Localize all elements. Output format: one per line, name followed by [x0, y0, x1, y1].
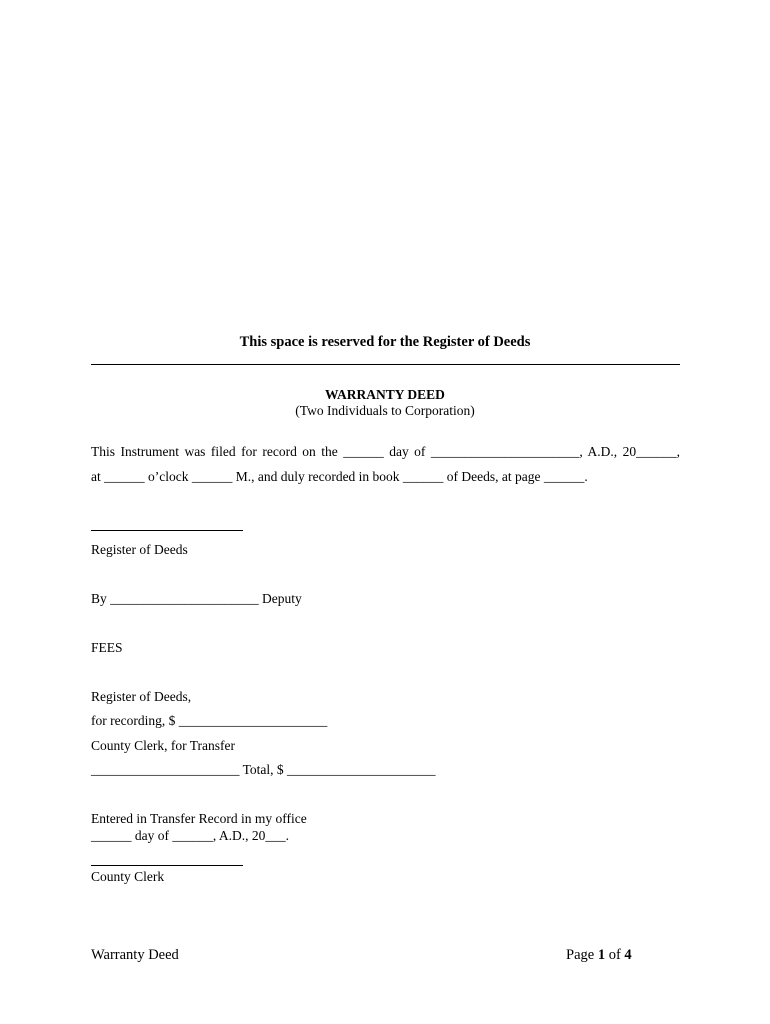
reserved-space-heading: This space is reserved for the Register of Deeds: [239, 334, 531, 350]
fees-recording-line: for recording, $ ______________________: [91, 713, 328, 728]
county-clerk-signature-line: [91, 865, 243, 866]
transfer-record-line-2: ______ day of ______, A.D., 20___.: [91, 828, 289, 843]
deputy-blank: ______________________: [110, 591, 259, 606]
page-indicator: [566, 948, 632, 963]
deputy-line: [91, 592, 302, 606]
deputy-label: Deputy: [262, 591, 302, 606]
reserved-space-divider: [91, 364, 680, 365]
county-clerk-label: County Clerk: [91, 869, 165, 884]
page-of: of: [608, 947, 621, 963]
fees-total-line: ______________________ Total, $ ______________________: [91, 762, 436, 777]
filing-line-2: at ______ o’clock ______ M., and duly recorded in book ______ of Deeds, at page ______.: [91, 469, 588, 484]
by-label: By: [91, 591, 107, 606]
document-title: WARRANTY DEED: [325, 387, 445, 402]
register-of-deeds-label: Register of Deeds: [91, 542, 188, 557]
page-total: 4: [624, 947, 632, 963]
transfer-record-line-1: Entered in Transfer Record in my office: [91, 811, 307, 826]
fees-register-label: Register of Deeds,: [91, 689, 192, 704]
page-current: 1: [597, 947, 606, 963]
page-prefix: Page: [566, 947, 595, 963]
fees-heading: FEES: [91, 640, 123, 655]
filing-line-1: This Instrument was filed for record on the ______ day of ______________________, A.D., 20______,: [91, 444, 680, 459]
register-signature-line: [91, 530, 243, 531]
footer-document-name: Warranty Deed: [91, 947, 179, 963]
document-subtitle: (Two Individuals to Corporation): [295, 403, 475, 418]
fees-county-clerk-transfer: County Clerk, for Transfer: [91, 738, 235, 753]
